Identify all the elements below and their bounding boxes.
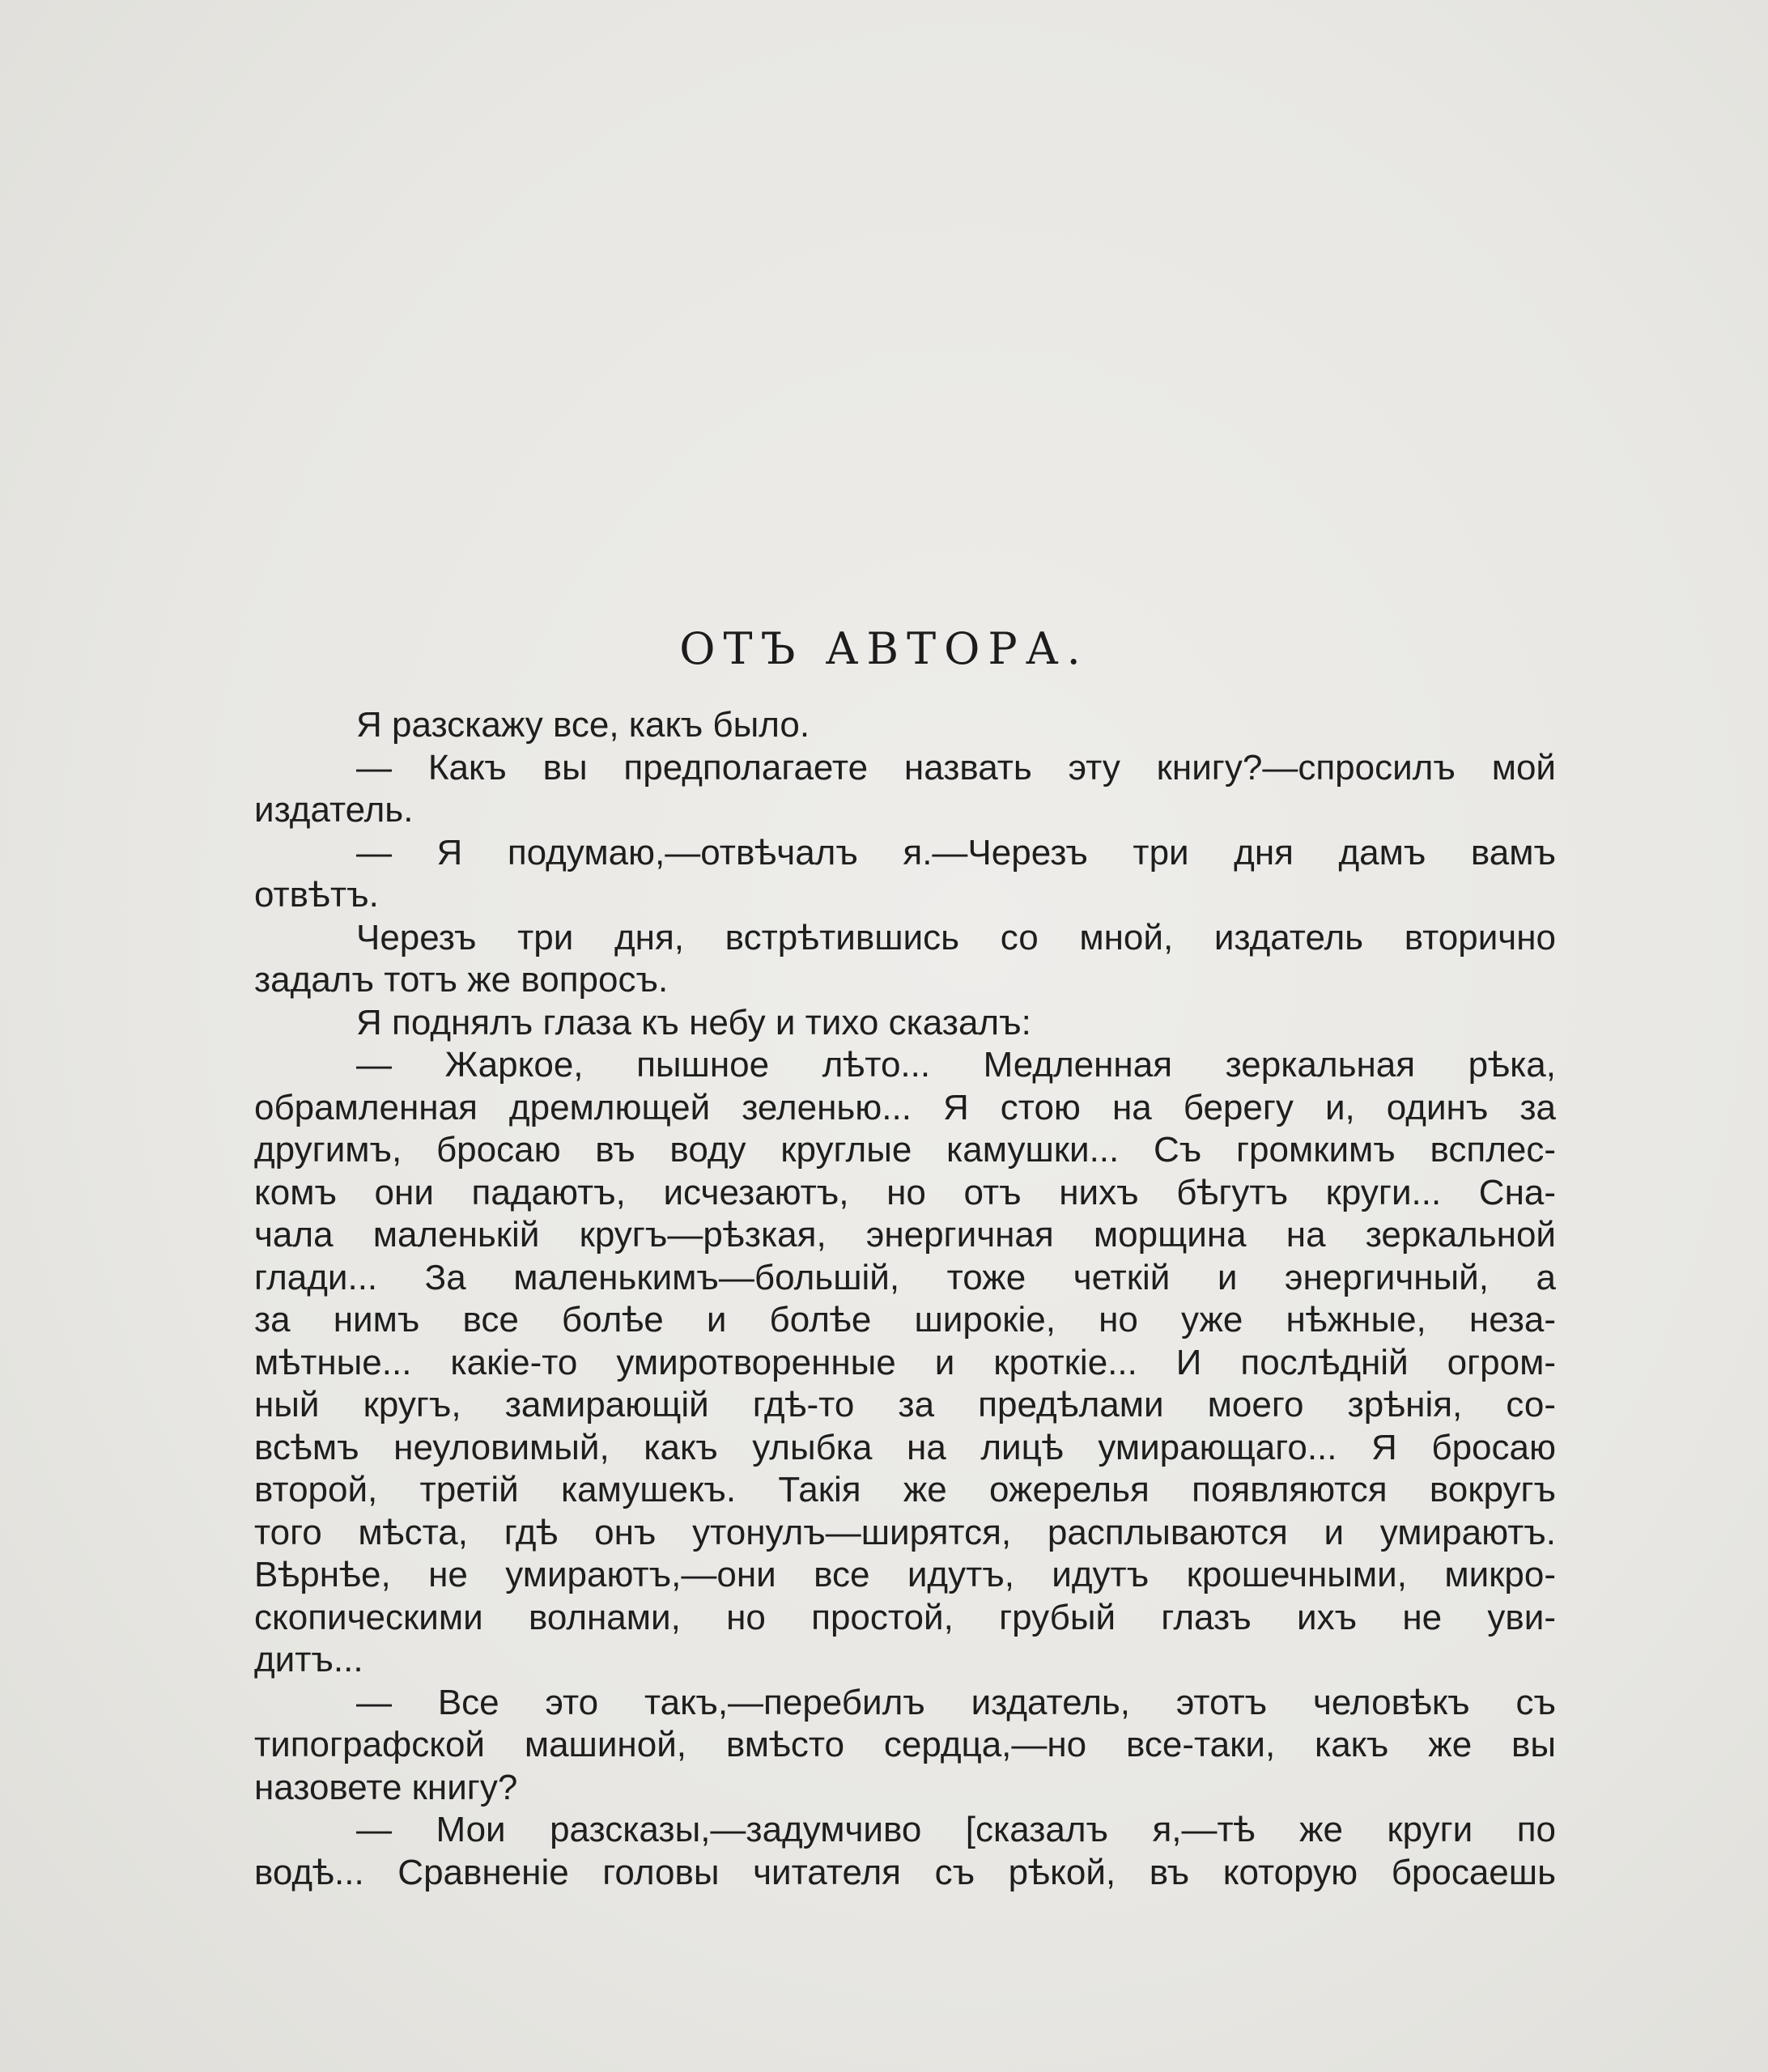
text-line: отвѣтъ. [254,875,379,915]
text-line: дитъ... [254,1640,363,1679]
text-line: всѣмъ неуловимый, какъ улыбка на лицѣ умирающаго... Я бросаю [254,1427,1556,1467]
text-line: мѣтные... какіе-то умиротворенные и кроткіе... И послѣдній огром- [254,1342,1556,1382]
text-line: типографской машиной, вмѣсто сердца,—но все-таки, какъ же вы [254,1725,1556,1764]
text-line: издатель. [254,790,414,830]
text-line: обрамленная дремлющей зеленью... Я стою на берегу и, одинъ за [254,1087,1556,1127]
text-line: за нимъ все болѣе и болѣе широкіе, но уже нѣжные, неза- [254,1300,1556,1340]
text-line: — Я подумаю,—отвѣчалъ я.—Черезъ три дня дамъ вамъ [356,832,1556,873]
text-line: водѣ... Сравненіе головы читателя съ рѣкой, въ которую бросаешь [254,1852,1556,1892]
body-text [254,704,1556,1894]
text-line: Вѣрнѣе, не умираютъ,—они все идутъ, идутъ крошечными, микро- [254,1555,1556,1594]
text-line: другимъ, бросаю въ воду круглые камушки... Съ громкимъ всплес- [254,1130,1556,1170]
text-line: назовете книгу? [254,1767,518,1807]
text-line: — Мои разсказы,—задумчиво [сказалъ я,—тѣ же круги по [356,1810,1556,1849]
text-line: скопическими волнами, но простой, грубый глазъ ихъ не уви- [254,1597,1556,1637]
text-line: того мѣста, гдѣ онъ утонулъ—ширятся, расплываются и умираютъ. [254,1512,1556,1552]
text-line: Я разскажу все, какъ было. [356,705,810,745]
text-line: глади... За маленькимъ—большій, тоже четкій и энергичный, а [254,1257,1556,1297]
text-line: — Жаркое, пышное лѣто... Медленная зеркальная рѣка, [356,1045,1556,1085]
text-line: ный кругъ, замирающій гдѣ-то за предѣлами моего зрѣнія, со- [254,1385,1556,1424]
text-line: — Какъ вы предполагаете назвать эту книгу?—спросилъ мой [356,747,1556,788]
text-line: — Все это такъ,—перебилъ издатель, этотъ человѣкъ съ [356,1682,1556,1722]
page-title: ОТЪ АВТОРА. [679,623,1089,674]
text-line: чала маленькій кругъ—рѣзкая, энергичная морщина на зеркальной [254,1215,1556,1255]
text-line: Я поднялъ глаза къ небу и тихо сказалъ: [356,1002,1031,1042]
text-line: задалъ тотъ же вопросъ. [254,960,669,1000]
text-line: Черезъ три дня, встрѣтившись со мной, издатель вторично [356,917,1556,957]
text-line: комъ они падаютъ, исчезаютъ, но отъ нихъ бѣгутъ круги... Сна- [254,1172,1556,1212]
text-line: второй, третій камушекъ. Такія же ожерелья появляются вокругъ [254,1470,1556,1509]
